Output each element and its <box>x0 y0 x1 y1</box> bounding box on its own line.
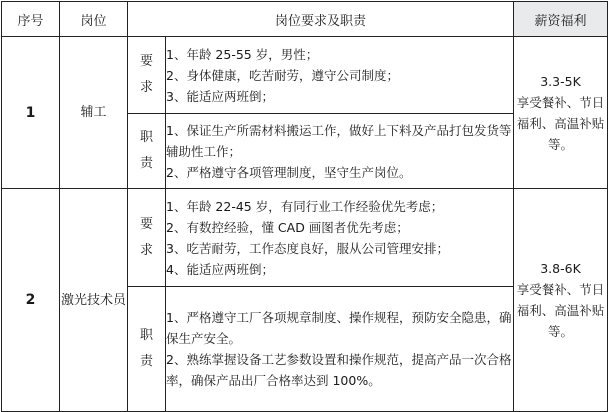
header-requirements[interactable]: 岗位要求及职责 <box>128 2 514 37</box>
header-no[interactable]: 序号 <box>2 2 60 37</box>
duty-item: 2、熟练掌握设备工艺参数设置和操作规范，提高产品一次合格率，确保产品出厂合格率达到 100%。 <box>166 352 512 389</box>
benefits-cell <box>514 189 608 412</box>
salary-range: 3.8-6K <box>540 261 581 276</box>
requirement-item: 3、吃苦耐劳，工作态度良好，服从公司管理安排； <box>166 240 449 256</box>
header-row <box>2 2 608 37</box>
duties-text <box>166 287 514 412</box>
job-number: 1 <box>2 37 60 189</box>
requirement-item: 1、年龄 22-45 岁，有同行业工作经验优先考虑； <box>166 198 444 214</box>
requirement-item: 1、年龄 25-55 岁，男性； <box>166 46 319 62</box>
requirements-text <box>166 37 514 114</box>
requirements-text <box>166 189 514 287</box>
duty-item: 1、保证生产所需材料搬运工作，做好上下料及产品打包发货等辅助性工作； <box>166 122 512 159</box>
job-position: 辅工 <box>60 37 128 189</box>
requirement-item: 3、能适应两班倒； <box>166 88 274 104</box>
requirement-item: 2、身体健康，吃苦耐劳，遵守公司制度； <box>166 67 399 83</box>
job-number: 2 <box>2 189 60 412</box>
benefit-text: 享受餐补、节日福利、高温补贴等。 <box>516 282 605 339</box>
requirements-label: 要 求 <box>128 37 166 114</box>
salary-range: 3.3-5K <box>540 73 581 89</box>
header-benefits[interactable]: 薪资福利 <box>514 2 608 37</box>
benefits-cell <box>514 37 608 189</box>
duties-label: 职 责 <box>128 114 166 189</box>
duty-item: 2、严格遵守各项管理制度，坚守生产岗位。 <box>166 164 412 180</box>
requirement-item: 4、能适应两班倒； <box>166 261 274 277</box>
duty-item: 1、严格遵守工厂各项规章制度、操作规程，预防安全隐患，确保生产安全。 <box>166 310 512 347</box>
header-position[interactable]: 岗位 <box>60 2 128 37</box>
job-table <box>1 1 608 412</box>
job-position: 激光技术员 <box>60 189 128 412</box>
duties-text <box>166 114 514 189</box>
duties-label: 职 责 <box>128 287 166 412</box>
table-row <box>2 37 608 114</box>
requirements-label: 要 求 <box>128 189 166 287</box>
table-row <box>2 189 608 287</box>
benefit-text: 享受餐补、节日福利、高温补贴等。 <box>516 94 605 152</box>
requirement-item: 2、有数控经验，懂 CAD 画图者优先考虑； <box>166 219 409 235</box>
